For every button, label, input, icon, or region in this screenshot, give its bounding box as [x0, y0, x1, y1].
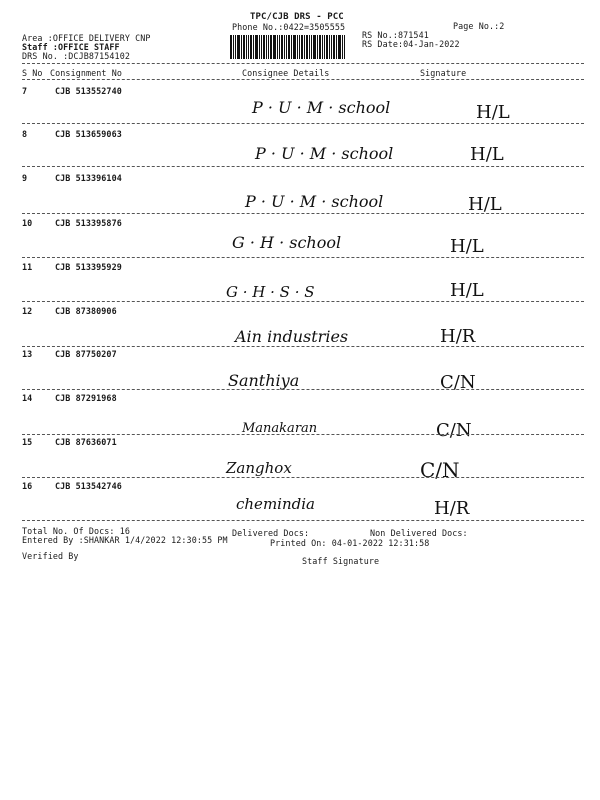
barcode-bar: [246, 35, 247, 59]
barcode-bar: [241, 35, 242, 59]
row-consignee: Manakaran: [242, 421, 318, 436]
barcode-bar: [250, 35, 252, 59]
row-consignment-no: CJB 513542746: [55, 481, 122, 491]
row-consignee: G · H · school: [232, 233, 342, 252]
row-sno: 9: [22, 173, 28, 183]
area-label: Area :OFFICE DELIVERY CNP: [22, 33, 151, 43]
barcode-bar: [317, 35, 318, 59]
barcode-bar: [237, 35, 240, 59]
row-consignment-no: CJB 513552740: [55, 86, 122, 96]
barcode-bar: [297, 35, 298, 59]
row-divider: [22, 123, 584, 124]
row-signature: H/L: [468, 194, 502, 215]
row-divider: [22, 166, 584, 167]
row-consignment-no: CJB 87380906: [55, 306, 117, 316]
barcode-bar: [277, 35, 278, 59]
barcode-bar: [336, 35, 337, 59]
row-divider: [22, 389, 584, 390]
row-divider: [22, 434, 584, 435]
row-divider: [22, 477, 584, 478]
row-signature: H/L: [450, 280, 484, 301]
barcode-bar: [263, 35, 265, 59]
row-divider: [22, 213, 584, 214]
row-consignment-no: CJB 87291968: [55, 393, 117, 403]
column-header-signature: Signature: [420, 68, 467, 78]
barcode-bar: [243, 35, 245, 59]
header-divider-top: [22, 63, 584, 64]
page-number: Page No.:2: [453, 21, 505, 31]
row-signature: C/N: [440, 372, 476, 393]
row-consignee: Santhiya: [228, 371, 300, 390]
barcode-bar: [324, 35, 325, 59]
row-signature: H/L: [476, 102, 510, 123]
row-consignment-no: CJB 513396104: [55, 173, 122, 183]
column-header-sno: S No: [22, 68, 43, 78]
barcode-bar: [266, 35, 267, 59]
row-sno: 11: [22, 262, 33, 272]
barcode-bar: [291, 35, 292, 59]
barcode-bar: [319, 35, 321, 59]
barcode-bar: [344, 35, 345, 59]
barcode-bar: [306, 35, 308, 59]
row-consignee: Ain industries: [235, 327, 349, 346]
barcode-bar: [338, 35, 341, 59]
row-sno: 13: [22, 349, 33, 359]
barcode-bar: [309, 35, 310, 59]
row-divider: [22, 301, 584, 302]
row-consignee: P · U · M · school: [245, 192, 384, 211]
barcode-bar: [342, 35, 343, 59]
row-consignee: P · U · M · school: [255, 144, 394, 163]
non-delivered-docs: Non Delivered Docs:: [370, 528, 468, 538]
barcode: [230, 35, 350, 59]
row-divider: [22, 520, 584, 521]
phone-number: Phone No.:0422=3505555: [232, 22, 346, 32]
barcode-bar: [333, 35, 335, 59]
row-sno: 7: [22, 86, 28, 96]
row-sno: 16: [22, 481, 33, 491]
row-consignment-no: CJB 87636071: [55, 437, 117, 447]
row-signature: H/R: [440, 326, 476, 347]
total-docs: Total No. Of Docs: 16: [22, 526, 130, 536]
verified-by: Verified By: [22, 551, 79, 561]
row-consignment-no: CJB 513659063: [55, 129, 122, 139]
barcode-bar: [259, 35, 260, 59]
barcode-bar: [299, 35, 300, 59]
row-divider: [22, 346, 584, 347]
barcode-bar: [311, 35, 312, 59]
barcode-bar: [233, 35, 234, 59]
row-signature: H/R: [434, 498, 470, 519]
barcode-bar: [326, 35, 328, 59]
row-consignee: Zanghox: [226, 459, 292, 477]
row-sno: 15: [22, 437, 33, 447]
barcode-bar: [322, 35, 323, 59]
row-consignee: chemindia: [236, 495, 315, 513]
barcode-bar: [329, 35, 330, 59]
row-sno: 8: [22, 129, 28, 139]
row-consignment-no: CJB 513395929: [55, 262, 122, 272]
barcode-bar: [268, 35, 269, 59]
barcode-bar: [253, 35, 254, 59]
barcode-bar: [255, 35, 258, 59]
barcode-bar: [304, 35, 305, 59]
row-consignee: G · H · S · S: [226, 283, 315, 301]
barcode-bar: [230, 35, 232, 59]
barcode-bar: [331, 35, 332, 59]
row-signature: H/L: [450, 236, 484, 257]
rs-number: RS No.:871541: [362, 30, 429, 40]
barcode-bar: [248, 35, 249, 59]
barcode-bar: [273, 35, 276, 59]
staff-signature: Staff Signature: [302, 556, 380, 566]
row-signature: C/N: [436, 420, 472, 441]
staff-label: Staff :OFFICE STAFF: [22, 42, 120, 52]
barcode-bar: [286, 35, 287, 59]
barcode-bar: [270, 35, 272, 59]
barcode-bar: [279, 35, 280, 59]
row-consignment-no: CJB 87750207: [55, 349, 117, 359]
document-title: TPC/CJB DRS - PCC: [250, 12, 344, 22]
column-header-consignment: Consignment No: [50, 68, 122, 78]
barcode-bar: [301, 35, 303, 59]
barcode-bar: [293, 35, 296, 59]
printed-on: Printed On: 04-01-2022 12:31:58: [270, 538, 430, 548]
row-consignment-no: CJB 513395876: [55, 218, 122, 228]
barcode-bar: [288, 35, 290, 59]
header-divider-bottom: [22, 79, 584, 80]
drs-number: DRS No. :DCJB87154102: [22, 51, 130, 61]
barcode-bar: [235, 35, 236, 59]
row-signature: C/N: [420, 458, 460, 482]
rs-date: RS Date:04-Jan-2022: [362, 39, 460, 49]
row-sno: 12: [22, 306, 33, 316]
column-header-consignee: Consignee Details: [242, 68, 330, 78]
row-divider: [22, 257, 584, 258]
row-sno: 10: [22, 218, 33, 228]
row-consignee: P · U · M · school: [252, 98, 391, 117]
row-signature: H/L: [470, 144, 504, 165]
row-sno: 14: [22, 393, 33, 403]
barcode-bar: [281, 35, 283, 59]
entered-by: Entered By :SHANKAR 1/4/2022 12:30:55 PM: [22, 535, 228, 545]
delivered-docs: Delivered Docs:: [232, 528, 310, 538]
barcode-bar: [313, 35, 316, 59]
barcode-bar: [261, 35, 262, 59]
barcode-bar: [284, 35, 285, 59]
